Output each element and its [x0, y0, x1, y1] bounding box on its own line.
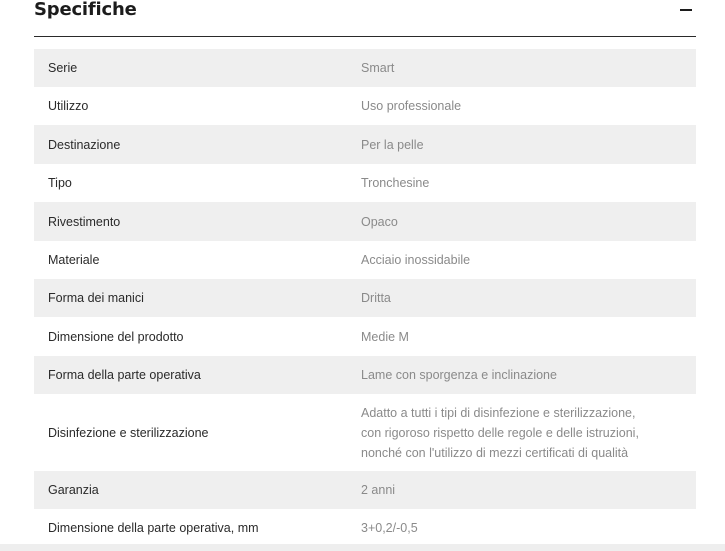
spec-label: Materiale [48, 253, 100, 267]
section-title: Specifiche [34, 0, 137, 20]
spec-value: 3+0,2/-0,5 [361, 521, 418, 535]
spec-row-forma-manici [34, 279, 696, 317]
spec-row-dimensione-parte-operativa [34, 509, 696, 547]
spec-label: Dimensione del prodotto [48, 329, 184, 344]
spec-row-serie [34, 49, 696, 87]
specs-header [34, 0, 696, 37]
spec-value [361, 403, 696, 463]
spec-label: Serie [48, 61, 78, 75]
spec-label: Dimensione della parte operativa, mm [48, 521, 259, 535]
spec-label: Rivestimento [48, 214, 121, 229]
spec-value: Acciaio inossidabile [361, 253, 471, 267]
spec-label: Forma dei manici [48, 291, 144, 305]
bottom-divider [0, 544, 725, 551]
spec-row-destinazione [34, 125, 696, 164]
minus-icon[interactable] [678, 2, 696, 18]
spec-row-materiale [34, 241, 696, 279]
spec-value: Lame con sporgenza e inclinazione [361, 368, 557, 382]
spec-value: Medie M [361, 329, 409, 344]
spec-value: Uso professionale [361, 99, 462, 113]
spec-value: Per la pelle [361, 137, 424, 152]
spec-row-disinfezione [34, 394, 696, 471]
spec-value: Tronchesine [361, 176, 430, 190]
spec-value-line: Adatto a tutti i tipi di disinfezione e sterilizzazione, [361, 405, 636, 420]
spec-row-forma-parte-operativa [34, 356, 696, 394]
spec-row-dimensione-prodotto [34, 317, 696, 356]
spec-label: Tipo [48, 176, 72, 190]
spec-label: Forma della parte operativa [48, 368, 201, 382]
spec-value: Dritta [361, 291, 391, 305]
spec-row-tipo [34, 164, 696, 202]
spec-row-garanzia [34, 471, 696, 509]
spec-value: Smart [361, 61, 395, 75]
spec-row-rivestimento [34, 202, 696, 241]
spec-label: Disinfezione e sterilizzazione [48, 425, 209, 440]
spec-value-line: nonché con l'utilizzo di mezzi certificati di qualità [361, 445, 629, 460]
spec-label: Destinazione [48, 137, 121, 152]
spec-value: Opaco [361, 214, 398, 229]
spec-row-utilizzo [34, 87, 696, 125]
spec-label: Garanzia [48, 483, 99, 497]
spec-label: Utilizzo [48, 99, 89, 113]
spec-value: 2 anni [361, 483, 396, 497]
specs-table [34, 49, 696, 547]
spec-value-line: con rigoroso rispetto delle regole e delle istruzioni, [361, 425, 639, 440]
